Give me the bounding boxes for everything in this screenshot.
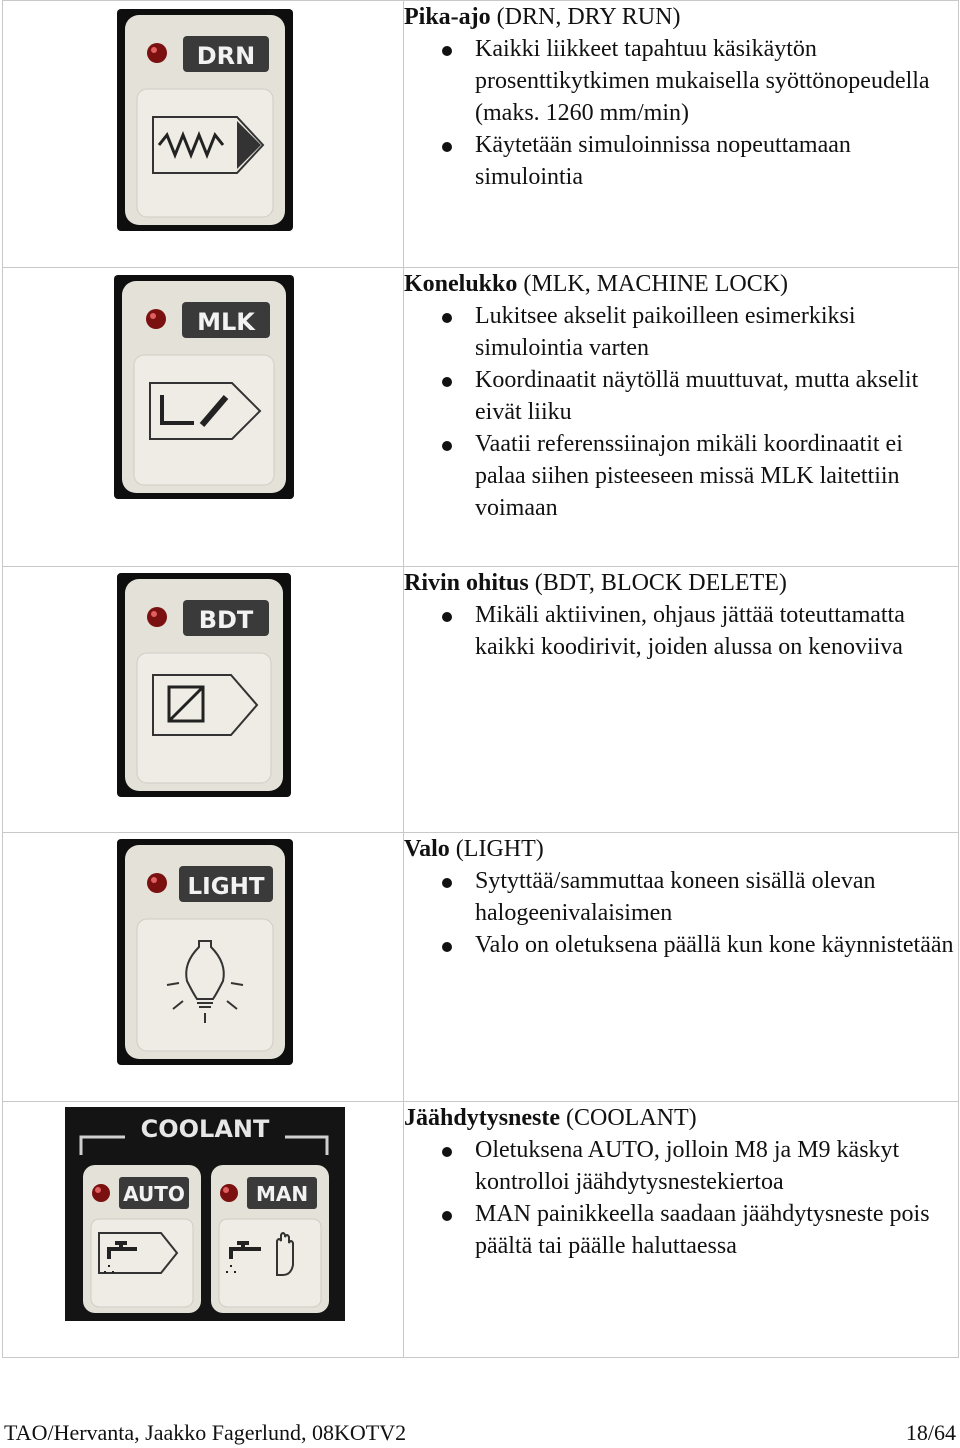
footer-page-number: 18/64 [905, 1420, 956, 1445]
list-item: Lukitsee akselit paikoilleen esimerkiksi simulointia varten [442, 300, 958, 364]
bullet-list [404, 865, 958, 961]
text-cell [404, 567, 959, 833]
section-title: Valo (LIGHT) [404, 836, 544, 862]
man-label: MAN [255, 1182, 309, 1206]
image-cell [3, 567, 404, 833]
list-item: Koordinaatit näytöllä muuttuvat, mutta akselit eivät liiku [442, 364, 958, 428]
footer-left: TAO/Hervanta, Jaakko Fagerlund, 08KOTV2 [4, 1420, 407, 1445]
mlk-label: MLK [197, 308, 255, 336]
mlk-button-photo [114, 275, 294, 499]
coolant-panel-photo [65, 1107, 345, 1321]
text-cell [404, 833, 959, 1102]
text-cell [404, 1, 959, 268]
manual-table [2, 0, 959, 1358]
list-item: Oletuksena AUTO, jolloin M8 ja M9 käskyt kontrolloi jäähdytysnestekiertoa [442, 1134, 958, 1198]
list-item: Vaatii referenssiinajon mikäli koordinaatit ei palaa siihen pisteeseen missä MLK laitettiin voimaan [442, 428, 958, 524]
list-item: Kaikki liikkeet tapahtuu käsikäytön prosenttikytkimen mukaisella syöttönopeudella (maks. 1260 mm/min) [442, 33, 958, 129]
list-item: Mikäli aktiivinen, ohjaus jättää toteuttamatta kaikki koodirivit, joiden alussa on kenoviiva [442, 599, 958, 663]
list-item: MAN painikkeella saadaan jäähdytysneste pois päältä tai päälle haluttaessa [442, 1198, 958, 1262]
list-item: Valo on oletuksena päällä kun kone käynnistetään [442, 929, 958, 961]
table-row [3, 567, 959, 833]
image-cell [3, 268, 404, 567]
bdt-label: BDT [198, 606, 254, 634]
table-row [3, 833, 959, 1102]
image-cell [3, 833, 404, 1102]
drn-button-photo [117, 9, 293, 231]
image-cell [3, 1, 404, 268]
bdt-button-photo [117, 573, 291, 797]
bullet-list [404, 33, 958, 193]
bullet-list [404, 300, 958, 524]
drn-label: DRN [196, 42, 256, 70]
list-item: Sytyttää/sammuttaa koneen sisällä olevan halogeenivalaisimen [442, 865, 958, 929]
section-title: Rivin ohitus (BDT, BLOCK DELETE) [404, 570, 787, 596]
light-label: LIGHT [187, 874, 265, 900]
text-cell [404, 268, 959, 567]
image-cell [3, 1102, 404, 1358]
section-title: Konelukko (MLK, MACHINE LOCK) [404, 271, 789, 297]
bullet-list [404, 599, 958, 663]
table-row [3, 1102, 959, 1358]
section-title: Pika-ajo (DRN, DRY RUN) [404, 4, 681, 30]
table-row [3, 268, 959, 567]
light-button-photo [117, 839, 293, 1065]
coolant-label: COOLANT [140, 1115, 270, 1143]
section-title: Jäähdytysneste (COOLANT) [404, 1105, 697, 1131]
text-cell [404, 1102, 959, 1358]
bullet-list [404, 1134, 958, 1262]
list-item: Käytetään simuloinnissa nopeuttamaan simulointia [442, 129, 958, 193]
auto-label: AUTO [123, 1182, 185, 1206]
table-row [3, 1, 959, 268]
